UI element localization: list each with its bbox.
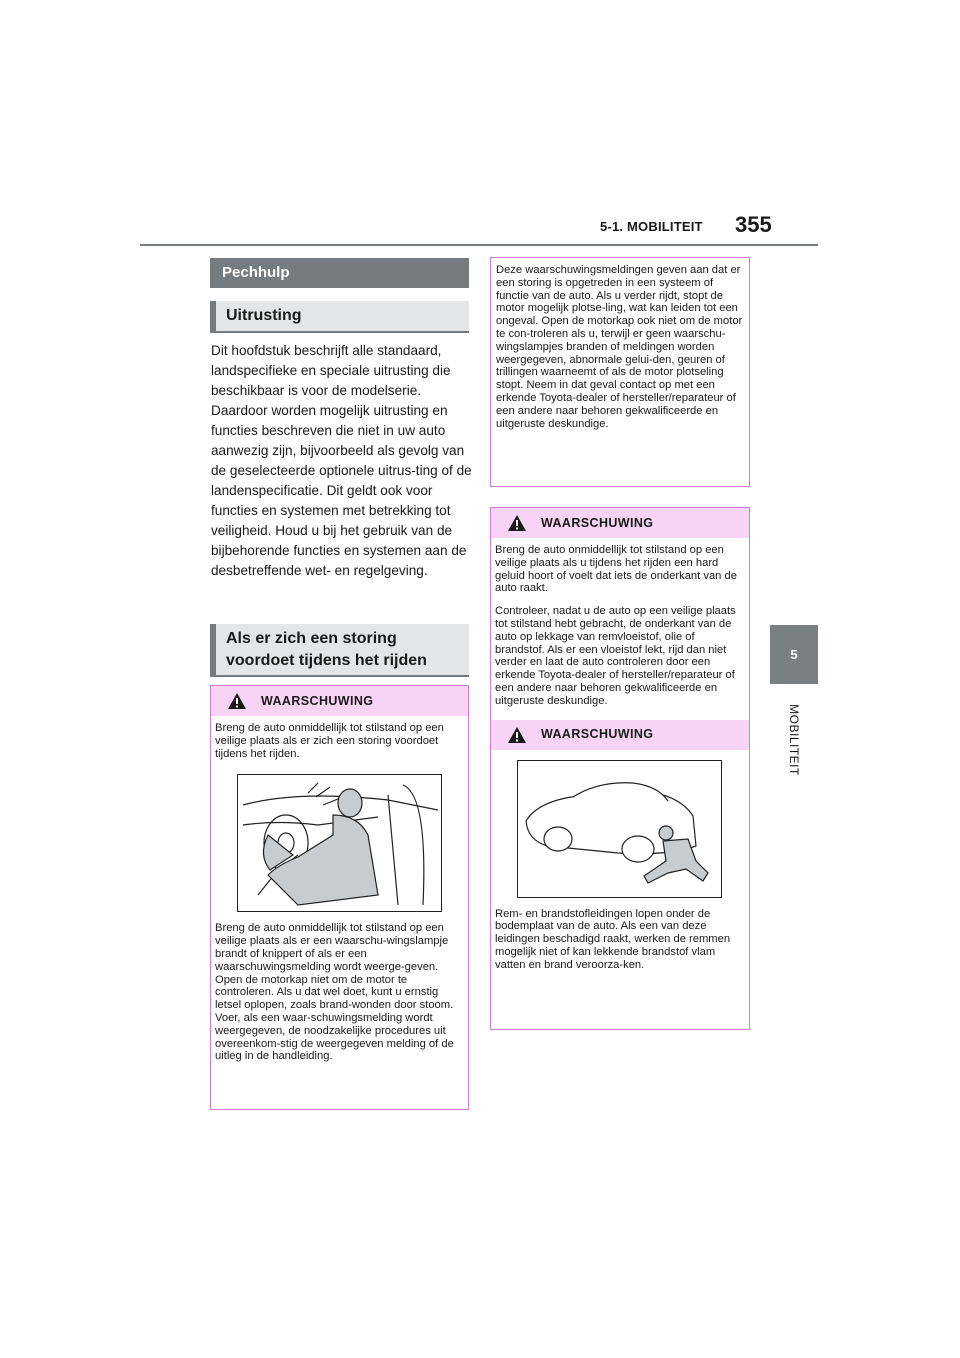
storing-heading: Als er zich een storing voordoet tijdens het rijden: [210, 624, 469, 677]
car-inspection-drawing: [518, 761, 721, 897]
warning-box-1: [210, 685, 469, 1110]
intro-paragraph: Dit hoofdstuk beschrijft alle standaard, landspecifieke en speciale uitrusting die beschikbaar is voor de modelserie. Daardoor worden mogelijk uitrusting en functies beschreven die niet in uw auto aanwezig zijn, bijvoorbeeld als gevolg van de geselecteerde optionele uitrus-ting of de landenspecificatie. Dit geldt ook voor functies en systemen met betrekking tot veiligheid. Houd u bij het gebruik van de bijbehorende functies en systemen aan de desbetreffende wet- en regelgeving.: [211, 343, 472, 578]
warning-triangle-icon: [227, 692, 247, 710]
warning-box-3-text: Rem- en brandstofleidingen lopen onder de bodemplaat van de auto. Als een van deze leidingen beschadigd raakt, werken de remmen mogelijk niet of kan lekkende brandstof vlam vatten en brand veroorza-ken.: [495, 907, 731, 971]
car-inspection-illustration: [517, 760, 722, 898]
subsection-title: Uitrusting: [210, 301, 469, 333]
continued-text: Deze waarschuwingsmeldingen geven aan dat er een storing is opgetreden in een systeem of functie van de auto. Als u verder rijdt, stopt de motor mogelijk plotse-ling, wat kan leiden tot een ongeval. Open de motorkap ook niet om de motor te con-troleren als u, terwijl er geen waarschu-wingslampjes branden of meldingen worden weergegeven, abnormale gelui-den, geuren of trillingen waarneemt of als de motor plotseling stopt. Neem in dat geval contact op met een erkende Toyota-dealer of hersteller/reparateur of een andere naar behoren gekwalificeerde en uitgeruste deskundige.: [496, 264, 743, 430]
chapter-side-label-text: MOBILITEIT: [787, 704, 801, 776]
warning-box-1-text-2: Breng de auto onmiddellijk tot stilstand op een veilige plaats als er een waarschu-wingslampje brandt of knippert of als er een waarschuwingsmelding wordt weerge-geven. Open de motorkap niet om de motor te controleren. Als u dat wel doet, kunt u ernstig letsel oplopen, zoals brand-wonden door stoom. Voer, als een waar-schuwingsmelding wordt weergegeven, de noodzakelijke procedures uit overeenkom-stig de weergegeven melding of de uitleg in de handleiding.: [215, 922, 454, 1063]
warning-box-3-header: [491, 720, 749, 750]
warning-box-2: [490, 507, 750, 1030]
warning-box-1-header: [211, 686, 468, 716]
warning-box-continued: [490, 257, 750, 487]
section-title: Pechhulp: [210, 258, 469, 288]
running-header-section: 5-1. MOBILITEIT: [600, 219, 703, 234]
warning-box-1-text-1: Breng de auto onmiddellijk tot stilstand op een veilige plaats als er zich een storing voordoet tijdens het rijden.: [215, 722, 444, 760]
page-number: 355: [735, 212, 772, 237]
warning-box-2-text-2: Controleer, nadat u de auto op een veilige plaats tot stilstand hebt gebracht, de onderkant van de auto op lekkage van remvloeistof, olie of brandstof. Als er een vloeistof lekt, rijd dan niet verder en laat de auto controleren door een erkende Toyota-dealer of hersteller/reparateur of een andere naar behoren gekwalificeerde en uitgeruste deskundige.: [495, 605, 736, 707]
chapter-side-label: [760, 690, 828, 790]
warning-box-2-title: WAARSCHUWING: [541, 515, 654, 530]
warning-box-3-title: WAARSCHUWING: [541, 727, 654, 742]
warning-box-2-text-1: Breng de auto onmiddellijk tot stilstand op een veilige plaats als u tijdens het rijden een hard geluid hoort of voelt dat iets de onderkant van de auto raakt.: [495, 544, 737, 595]
header-rule: [140, 244, 818, 246]
warning-box-1-title: WAARSCHUWING: [261, 693, 374, 708]
driver-illustration-drawing: [238, 775, 441, 911]
warning-triangle-icon: [507, 514, 527, 532]
warning-box-2-header: [491, 508, 749, 538]
warning-triangle-icon: [507, 726, 527, 744]
chapter-tab: 5: [770, 625, 818, 684]
driver-illustration: [237, 774, 442, 912]
